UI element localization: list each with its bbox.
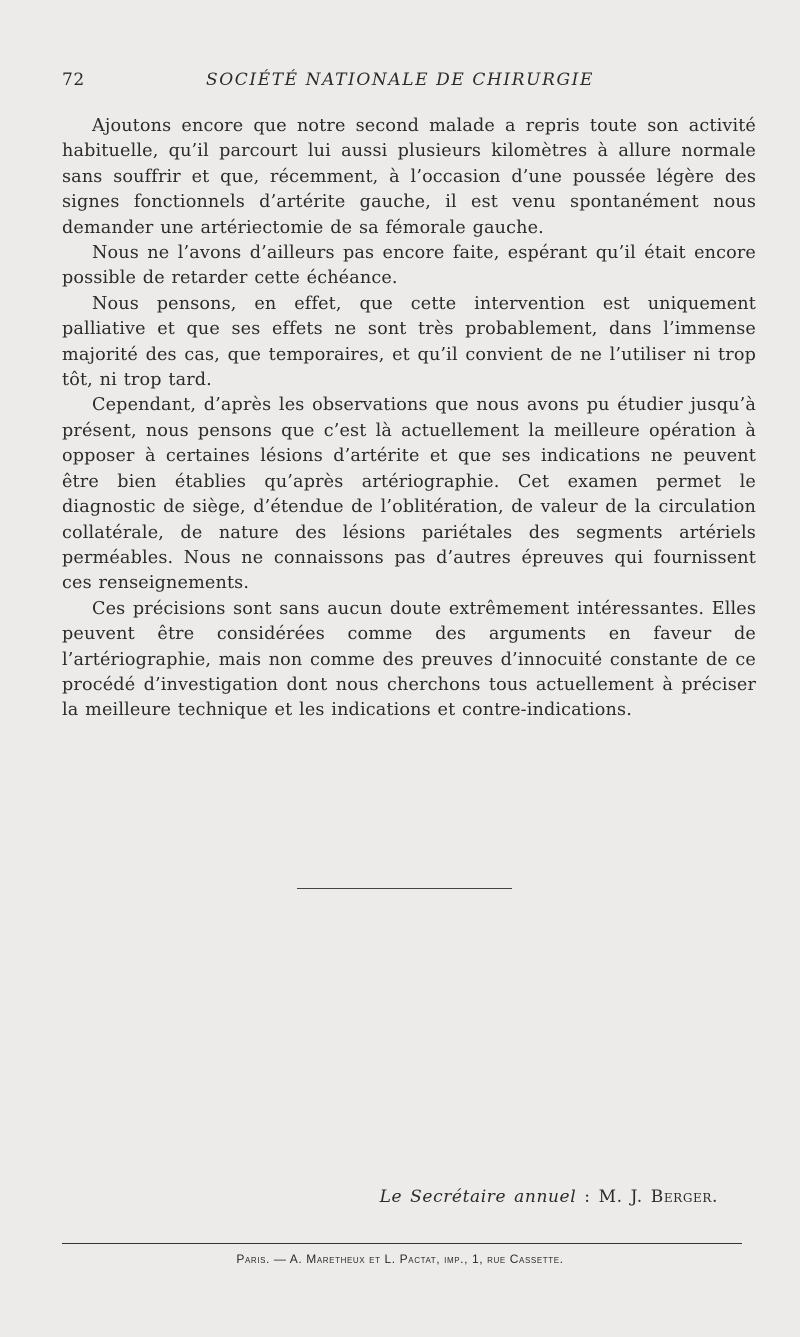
running-head: SOCIÉTÉ NATIONALE DE CHIRURGIE	[206, 70, 594, 90]
signature-role: Le Secrétaire annuel	[379, 1187, 577, 1207]
signature-separator: :	[576, 1187, 599, 1207]
signature-name: M. J. Berger.	[598, 1187, 718, 1207]
paragraph: Ajoutons encore que notre second malade a repris toute son activité habituelle, qu’il parcourt lui aussi plusieurs kilomètres à allure normale sans souffrir et que, récemment, à l’occasion d’une poussée légère des signes fonctionnels d’artérite gauche, il est venu spontanément nous demander une artériectomie de sa fémorale gauche.	[62, 116, 756, 238]
footer-rule	[62, 1243, 742, 1244]
paragraph: Cependant, d’après les observations que nous avons pu étudier jusqu’à présent, nous pensons que c’est là actuellement la meilleure opération à opposer à certaines lésions d’artérite et que ses indications ne peuvent être bien établies qu’après artériographie. Cet examen permet le diagnostic de siège, d’étendue de l’oblitération, de valeur de la circulation collatérale, de nature des lésions pariétales des segments artériels perméables. Nous ne connaissons pas d’autres épreuves qui fournissent ces renseignements.	[62, 395, 756, 594]
printer-imprint: Paris. — A. Maretheux et L. Pactat, imp., 1, rue Cassette.	[236, 1252, 564, 1266]
paragraph: Nous pensons, en effet, que cette intervention est uniquement palliative et que ses effets ne sont très probablement, dans l’immense majorité des cas, que temporaires, et qu’il convient de ne l’utiliser ni trop tôt, ni trop tard.	[62, 293, 756, 391]
signature	[380, 1187, 718, 1207]
paragraph: Nous ne l’avons d’ailleurs pas encore faite, espérant qu’il était encore possible de retarder cette échéance.	[62, 243, 756, 289]
section-separator	[297, 888, 512, 889]
paragraph: Ces précisions sont sans aucun doute extrêmement intéressantes. Elles peuvent être considérées comme des arguments en faveur de l’artériographie, mais non comme des preuves d’innocuité constante de ce procédé d’investigation dont nous cherchons tous actuellement à préciser la meilleure technique et les indications et contre-indications.	[62, 598, 756, 721]
body-text	[62, 114, 756, 724]
page-number: 72	[62, 70, 85, 90]
